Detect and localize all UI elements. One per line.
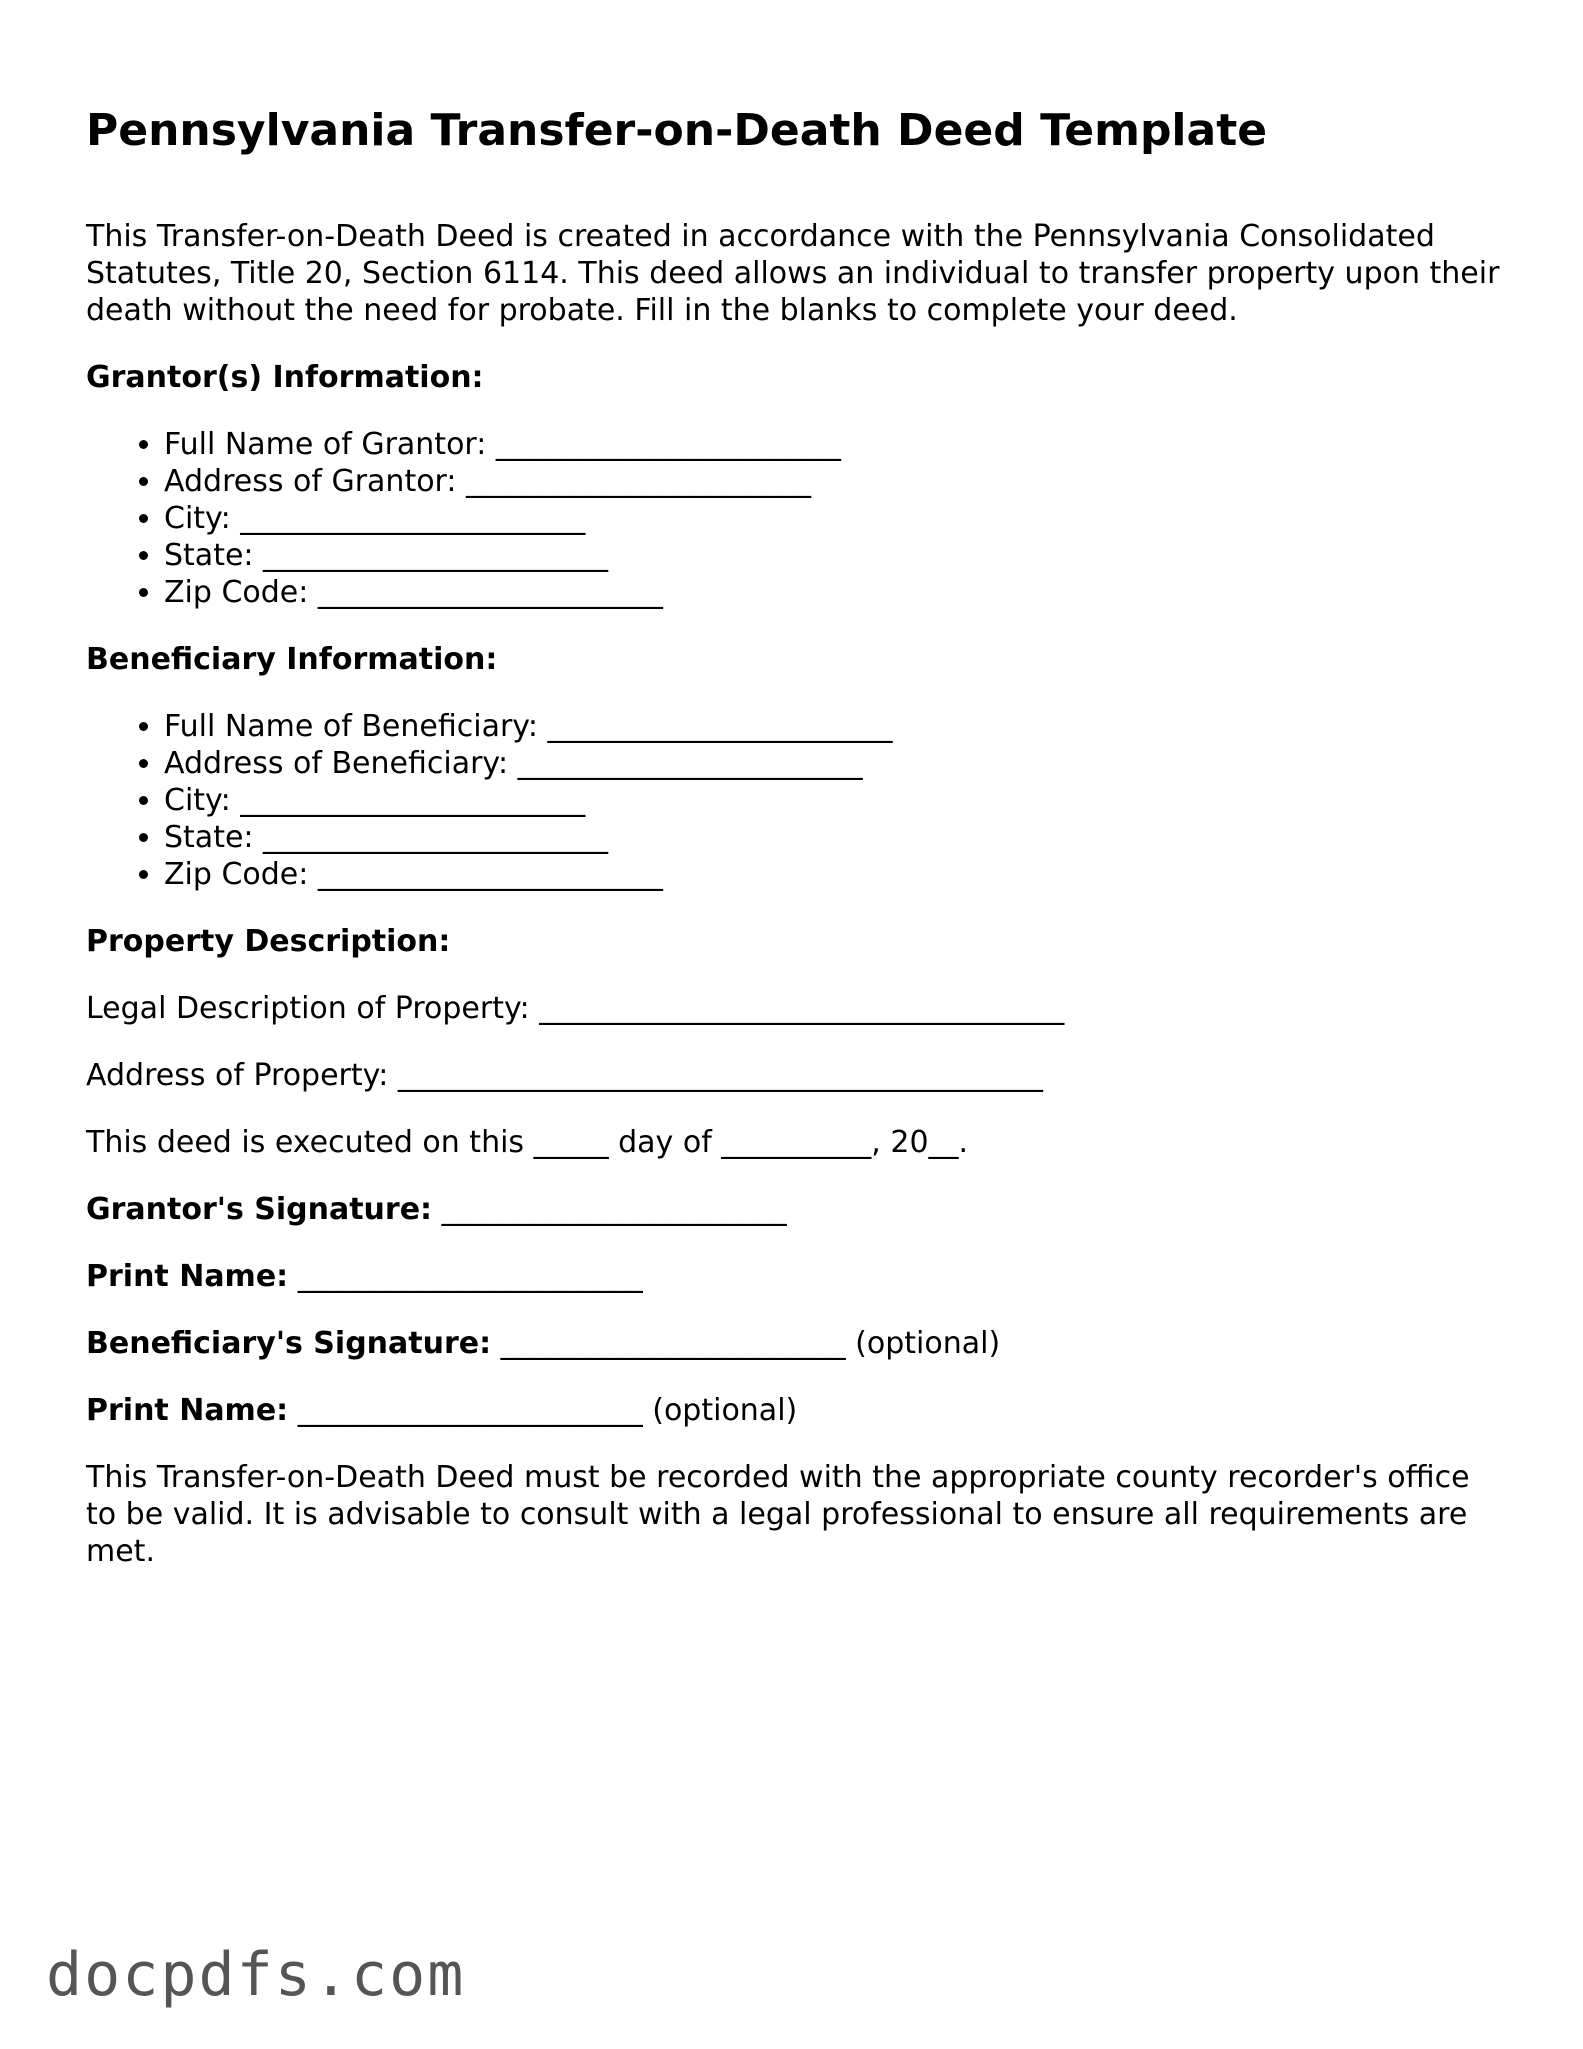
beneficiary-print-name-blank: _______________________ (optional) <box>288 1392 798 1428</box>
grantor-address-field: • Address of Grantor: _______________________ <box>164 463 1506 500</box>
grantor-print-name-line <box>86 1258 1506 1295</box>
grantor-signature-blank: _______________________ <box>432 1191 787 1227</box>
intro-paragraph: This Transfer-on-Death Deed is created in accordance with the Pennsylvania Consolidated Statutes, Title 20, Section 6114. This deed allows an individual to transfer property upon their death without the need for probate. Fill in the blanks to complete your deed. <box>86 218 1500 328</box>
beneficiary-section-heading: Beneficiary Information: <box>86 641 498 677</box>
grantor-city-field: • City: _______________________ <box>164 500 1506 537</box>
beneficiary-full-name-field: • Full Name of Beneficiary: _______________________ <box>164 708 1506 745</box>
property-section-heading: Property Description: <box>86 923 451 959</box>
beneficiary-signature-blank: _______________________ (optional) <box>491 1325 1001 1361</box>
closing-paragraph: This Transfer-on-Death Deed must be recorded with the appropriate county recorder's office to be valid. It is advisable to consult with a legal professional to ensure all requirements are met. <box>86 1459 1470 1569</box>
document-page <box>86 105 1506 1570</box>
grantor-full-name-field: • Full Name of Grantor: _______________________ <box>164 426 1506 463</box>
beneficiary-fields-list <box>86 708 1506 893</box>
beneficiary-print-name-line <box>86 1392 1506 1429</box>
grantor-fields-list <box>86 426 1506 611</box>
grantor-section-heading: Grantor(s) Information: <box>86 359 484 395</box>
grantor-zip-field: • Zip Code: _______________________ <box>164 574 1506 611</box>
beneficiary-signature-line <box>86 1325 1506 1362</box>
execution-date-line: This deed is executed on this _____ day of __________, 20__. <box>86 1124 969 1160</box>
grantor-print-name-label: Print Name: <box>86 1258 289 1294</box>
legal-description-field: Legal Description of Property: ___________________________________ <box>86 990 1065 1026</box>
document-title: Pennsylvania Transfer-on-Death Deed Template <box>86 105 1268 156</box>
beneficiary-state-field: • State: _______________________ <box>164 819 1506 856</box>
grantor-signature-label: Grantor's Signature: <box>86 1191 433 1227</box>
beneficiary-signature-label: Beneficiary's Signature: <box>86 1325 492 1361</box>
beneficiary-print-name-label: Print Name: <box>86 1392 289 1428</box>
grantor-print-name-blank: _______________________ <box>288 1258 643 1294</box>
beneficiary-city-field: • City: _______________________ <box>164 782 1506 819</box>
beneficiary-address-field: • Address of Beneficiary: _______________________ <box>164 745 1506 782</box>
grantor-state-field: • State: _______________________ <box>164 537 1506 574</box>
watermark-logo: docpdfs.com <box>46 1940 466 2010</box>
property-address-field: Address of Property: ___________________________________________ <box>86 1057 1043 1093</box>
beneficiary-zip-field: • Zip Code: _______________________ <box>164 856 1506 893</box>
grantor-signature-line <box>86 1191 1506 1228</box>
